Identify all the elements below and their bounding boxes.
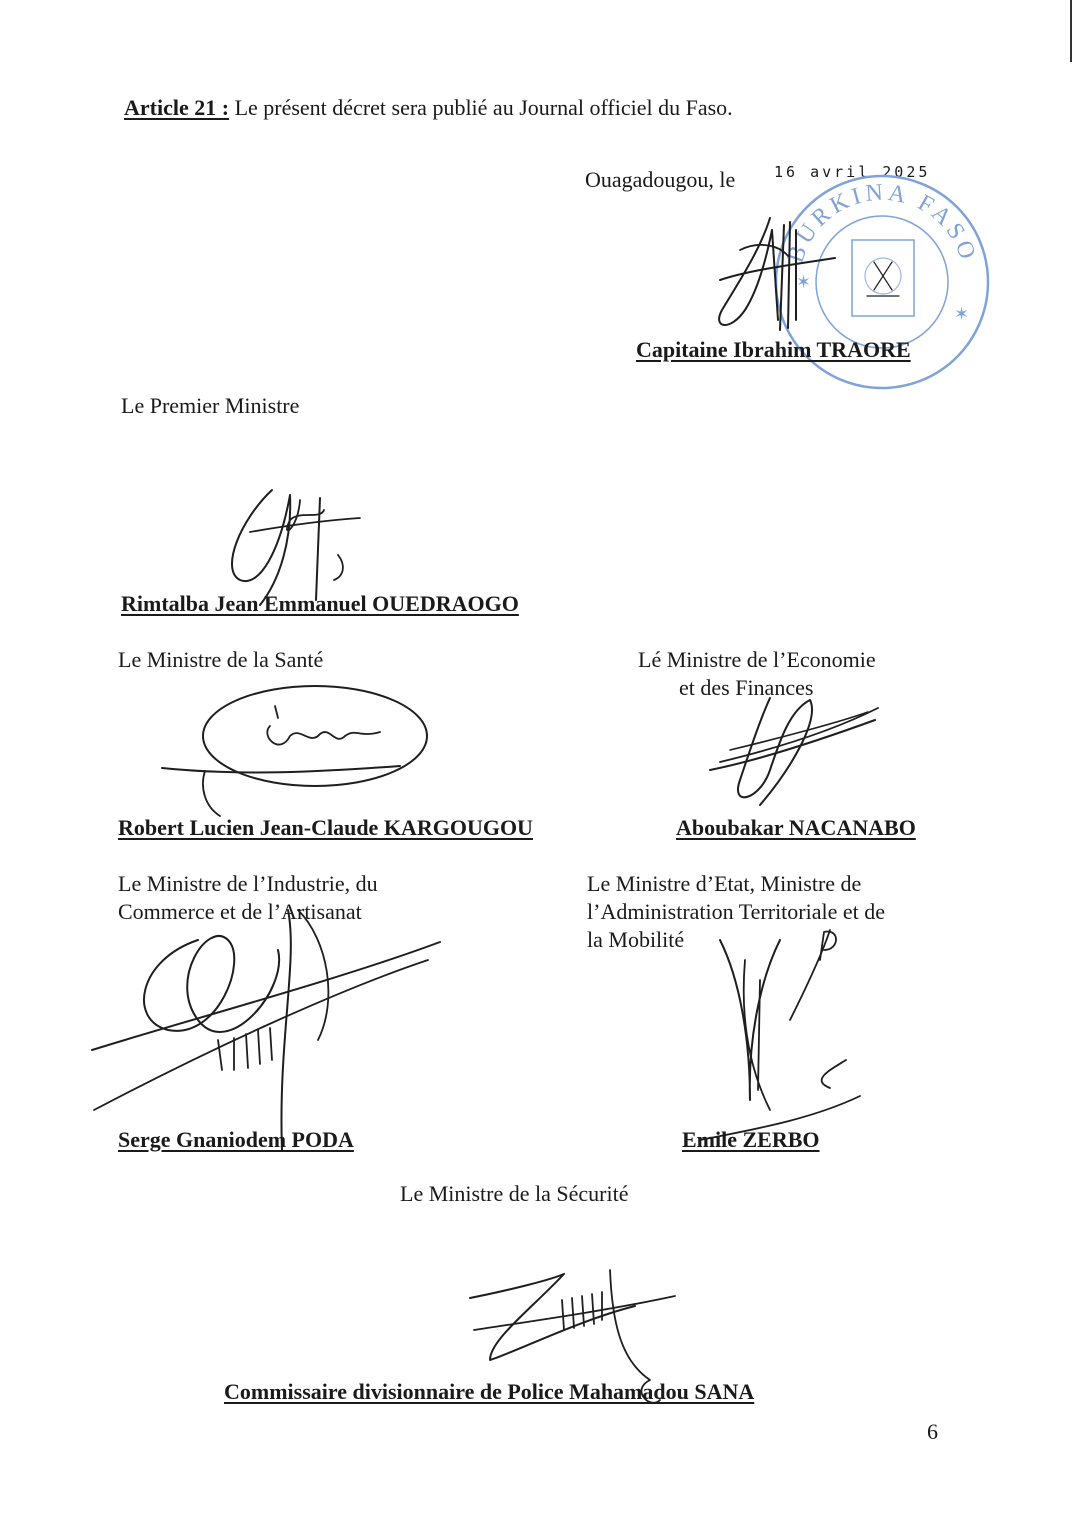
president-name: Capitaine Ibrahim TRAORE <box>636 337 911 362</box>
industrie-name: Serge Gnaniodem PODA <box>118 1127 354 1152</box>
administration-name: Emile ZERBO <box>682 1127 820 1152</box>
scan-edge-line <box>1070 0 1072 62</box>
sante-signature <box>160 676 440 826</box>
page-number: 6 <box>927 1419 938 1444</box>
industrie-title-line1: Le Ministre de l’Industrie, du <box>118 871 378 896</box>
administration-signature <box>690 920 880 1150</box>
sante-title: Le Ministre de la Santé <box>118 647 324 672</box>
economie-title-line2: et des Finances <box>679 675 814 700</box>
svg-text:✶: ✶ <box>954 304 970 324</box>
article-heading: Article 21 : <box>124 95 230 120</box>
seal-text: BURKINA FASO <box>782 179 982 267</box>
administration-title-line3: la Mobilité <box>587 927 685 952</box>
economie-name: Aboubakar NACANABO <box>676 815 916 840</box>
sante-name: Robert Lucien Jean-Claude KARGOUGOU <box>118 815 533 840</box>
industrie-signature <box>88 900 448 1160</box>
administration-title-line2: l’Administration Territoriale et de <box>587 899 886 924</box>
article-line <box>124 94 733 122</box>
economie-title-line1: Lé Ministre de l’Economie <box>638 647 876 672</box>
administration-title-line1: Le Ministre d’Etat, Ministre de <box>587 871 862 896</box>
svg-text:✶: ✶ <box>796 272 812 292</box>
premier-ministre-name: Rimtalba Jean Emmanuel OUEDRAOGO <box>121 591 519 616</box>
economie-signature <box>700 690 890 820</box>
premier-ministre-title: Le Premier Ministre <box>121 393 300 418</box>
securite-name: Commissaire divisionnaire de Police Mahamadou SANA <box>224 1379 755 1404</box>
president-signature <box>700 210 850 350</box>
article-text: Le présent décret sera publié au Journal officiel du Faso. <box>234 95 733 120</box>
place-label: Ouagadougou, le <box>585 167 736 192</box>
securite-title: Le Ministre de la Sécurité <box>400 1181 629 1206</box>
date-stamp: 16 avril 2025 <box>774 163 931 181</box>
industrie-title-line2: Commerce et de l’Artisanat <box>118 899 362 924</box>
